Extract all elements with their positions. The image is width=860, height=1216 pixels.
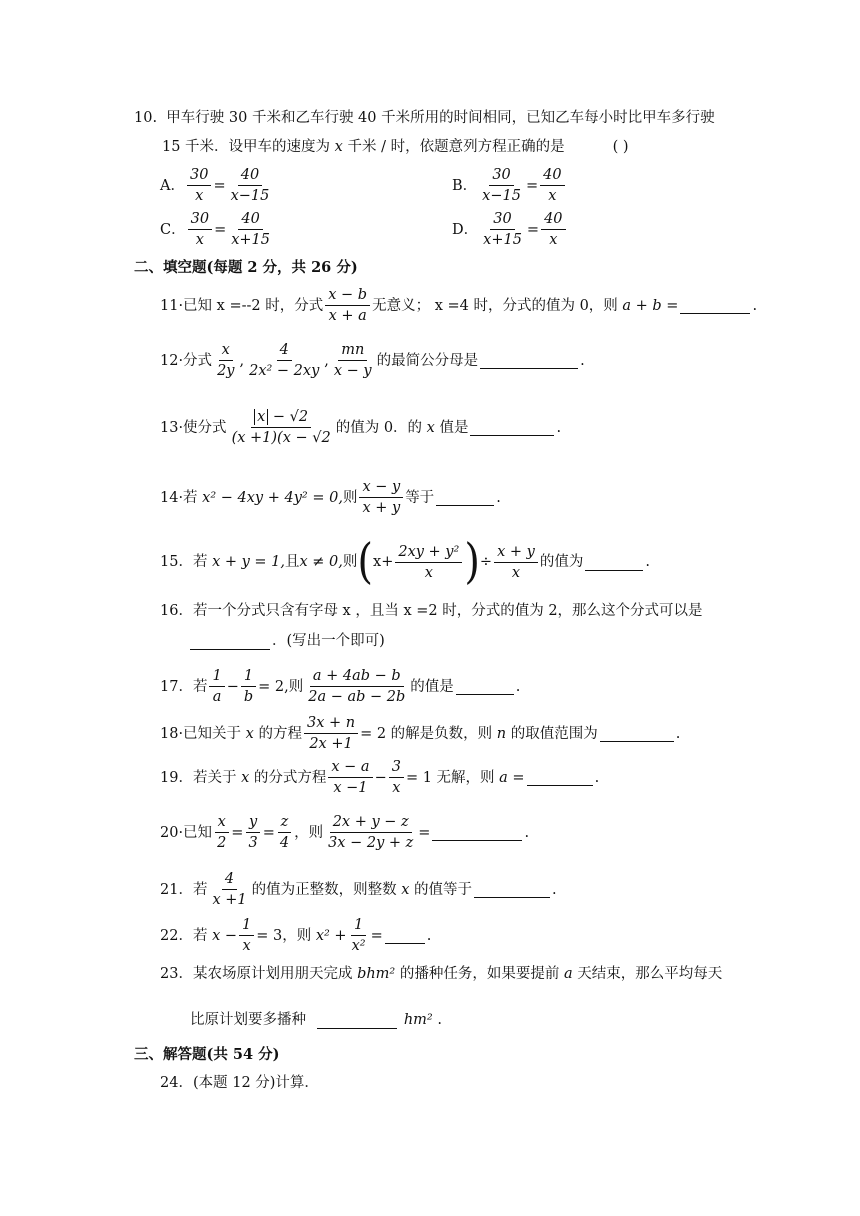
q11-answer-blank[interactable] bbox=[680, 297, 750, 314]
q15-answer-blank[interactable] bbox=[585, 554, 643, 571]
q23-line2: 比原计划要多播种 hm² . bbox=[190, 1012, 442, 1028]
q12: 12·分式 $\frac{x}{2y}$ , $\frac{4}{\text{2x² − 2xy}}$ , $\frac{mn}{x - y}$ 的最简公分母是 . bbox=[160, 342, 585, 379]
q10-option-b: B． $\frac{30}{x-15}$ = $\frac{40}{x}$ bbox=[452, 166, 567, 205]
q23-line1: 23．某农场原计划用朋天完成 bhm² 的播种任务，如果要提前 a 天结束，那么平均每天 bbox=[160, 966, 723, 982]
q18: 18·已知关于 x 的方程 $\frac{3x + n}{2x +1}$ = 2 的解是负数，则 n 的取值范围为 . bbox=[160, 715, 681, 752]
q10-line1: 10. 甲车行驶 30 千米和乙车行驶 40 千米所用的时间相同，已知乙车每小时比甲车多行驶 bbox=[134, 110, 715, 126]
q13: 13·使分式 $\frac{x - √2}{(x +1)(x - √2}$ 的值为 0．的 x 值是 . bbox=[160, 409, 562, 446]
q10-option-c: C． $\frac{30}{x}$ = $\frac{40}{x+15}$ bbox=[160, 211, 270, 248]
q19: 19．若关于 x 的分式方程 $\frac{x - a}{x -1}$ − $\frac{3}{x}$ = 1 无解，则 a = . bbox=[160, 759, 600, 796]
q11: 11·已知 x =--2 时，分式 $\frac{x - b}{x + a}$ 无意义； x =4 时，分式的值为 0，则 a + b = . bbox=[160, 287, 758, 324]
q16-line1: 16．若一个分式只含有字母 x ，且当 x =2 时，分式的值为 2，那么这个分式可以是 bbox=[160, 603, 703, 619]
q21: 21．若 $\frac{4}{x +1}$ 的值为正整数，则整数 x 的值等于 . bbox=[160, 871, 557, 908]
q14-answer-blank[interactable] bbox=[436, 489, 494, 506]
q13-answer-blank[interactable] bbox=[470, 419, 554, 436]
q23-answer-blank[interactable] bbox=[317, 1012, 397, 1029]
q22-answer-blank[interactable] bbox=[385, 927, 425, 944]
q16-line2: ．(写出一个即可) bbox=[188, 631, 385, 651]
q22: 22．若 x − $\frac{1}{x}$ = 3 ，则 x² + $\frac{1}{\text{x²}}$ = . bbox=[160, 917, 432, 954]
q17-answer-blank[interactable] bbox=[456, 678, 514, 695]
q14: 14·若 x² − 4xy + 4y² = 0, 则 $\frac{x - y}{x + y}$ 等于 . bbox=[160, 479, 501, 516]
q16-answer-blank[interactable] bbox=[190, 633, 270, 650]
q15: 15．若 x + y = 1, 且 x ≠ 0, 则 ( x+ $\frac{\text{2xy + y²}}{x}$ ) ÷ $\frac{x + y}{x}$ 的值为 . bbox=[160, 534, 650, 590]
q17: 17．若 $\frac{1}{a}$ − $\frac{1}{b}$ = 2, 则 $\frac{a + 4ab - b}{2a - ab - 2b}$ 的值是 . bbox=[160, 668, 521, 705]
q21-answer-blank[interactable] bbox=[474, 881, 550, 898]
q10-option-d: D． $\frac{30}{x+15}$ = $\frac{40}{x}$ bbox=[452, 210, 568, 249]
q10-option-a: A． $\frac{30}{x}$ = $\frac{40}{x-15}$ bbox=[160, 167, 270, 204]
q20: 20·已知 $\frac{x}{2}$ = $\frac{y}{3}$ = $\frac{z}{4}$ ，则 $\frac{2x + y - z}{3x - 2y + z}$ = . bbox=[160, 814, 530, 851]
q19-answer-blank[interactable] bbox=[527, 769, 593, 786]
section-2-title: 二、填空题(每题 2 分，共 26 分) bbox=[134, 259, 358, 276]
q10-line2: 15 千米．设甲车的速度为 x 千米 / 时，依题意列方程正确的是 ( ) bbox=[162, 139, 629, 155]
q18-answer-blank[interactable] bbox=[600, 725, 674, 742]
section-3-title: 三、解答题(共 54 分) bbox=[134, 1046, 280, 1063]
q12-answer-blank[interactable] bbox=[480, 352, 578, 369]
q20-answer-blank[interactable] bbox=[432, 824, 522, 841]
q24: 24．(本题 12 分)计算． bbox=[160, 1075, 319, 1091]
